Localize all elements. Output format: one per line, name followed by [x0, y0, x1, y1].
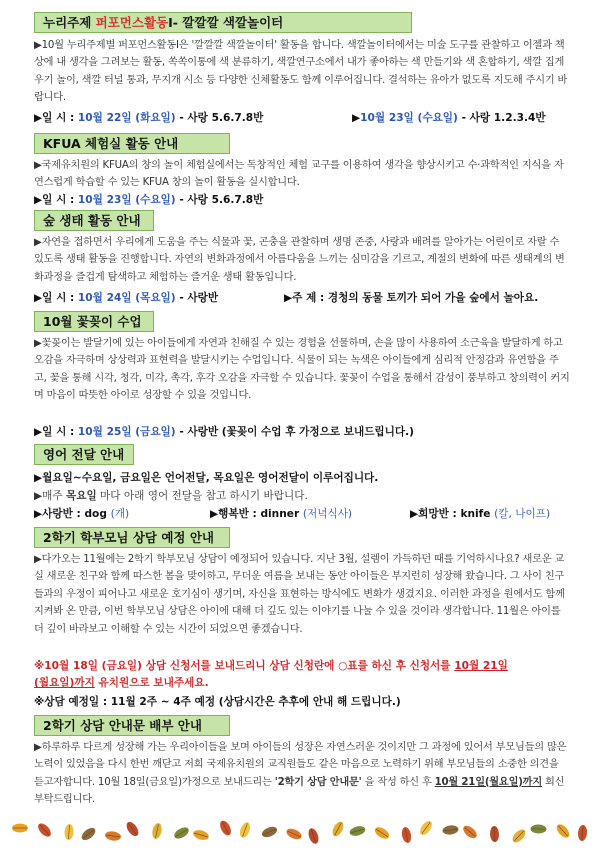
- notice-text: 유치원으로 보내주세요.: [94, 677, 209, 689]
- handout-description: [34, 739, 570, 809]
- date-value: 10월 23일 (수요일): [77, 194, 176, 206]
- english-line-2: [34, 488, 574, 504]
- word-label: ▶희망반 : knife: [410, 508, 495, 520]
- word-translation: (저녁식사): [302, 508, 353, 520]
- section-header-performance: [34, 12, 412, 33]
- english-word-haengbok: [210, 506, 352, 522]
- text: ▶매주: [34, 490, 66, 502]
- flower-description: ▶꽃꽂이는 발달기에 있는 아이들에게 자연과 친해질 수 있는 경험을 선물하며, 손을 많이 사용하여 소근육을 발달하게 하고 오감을 자극하며 상상력과 표현력을 발달시키는 수업입니다. 식물이 되는 녹색은 아이들에게 심리적 안정감과 유연함을 주고, 꽃을 통해 시각, 청각, 미각, 촉각, 후각 오감을 자극할 수 있습니다. 꽃꽂이 수업을 통해서 감성이 풍부하고 창의력이 커지며 마음이 따뜻한 아이로 성장할 수 있을 것입니다.: [34, 338, 570, 402]
- date-value: 10월 24일 (목요일): [77, 292, 176, 304]
- date-value: 10월 23일 (수요일): [360, 112, 458, 124]
- date-label: ▶일 시 :: [34, 194, 78, 206]
- word-label: ▶행복반 : dinner: [210, 508, 303, 520]
- theme-value: 경청의 동물 토끼가 되어 가을 숲에서 놀아요.: [327, 292, 539, 304]
- consult-description: ▶다가오는 11월에는 2학기 학부모님 상담이 예정되어 있습니다. 지난 3월, 설렘이 가득하던 때를 기억하시나요? 새로운 교실 새로운 친구와 함께 따스한 봄을 맞이하고, 무더운 여름을 보내는 동안 아이들은 부지런히 성장해 왔습니다. 그 사이 친구들과의 우정이 피어나고 새로운 호기심이 생기며, 자신을 표현하는 방식에도 변화가 생겼지요. 이러한 과정을 원에서도 함께 지켜봐 온 만큼, 이번 학부모님 상담은 아이에 대해 더 깊도 있는 이야기를 나눌 수 있을 것이라 생각합니다. 11월은 아이를 더 깊이 바라보고 이해할 수 있는 시간이 되었으면 좋겠습니다.: [34, 554, 565, 635]
- word-translation: (칼, 나이프): [494, 508, 551, 520]
- text: 을 작성 하신 후: [361, 776, 435, 788]
- date-label: ▶일 시 :: [34, 112, 78, 124]
- class-info: - 사랑반 (꽃꽂이 수업 후 가정으로 보내드립니다.): [175, 426, 414, 438]
- class-info: - 사랑반: [175, 292, 219, 304]
- autumn-leaves-border: [0, 818, 600, 849]
- english-word-huimang: [410, 506, 550, 522]
- english-line-1: ▶월요일~수요일, 금요일은 언어전달, 목요일은 영어전달이 이루어집니다.: [34, 472, 379, 484]
- performance-schedule: [34, 110, 574, 126]
- leaf-group: [12, 819, 588, 845]
- performance-schedule-2: [352, 110, 546, 126]
- consult-notice-1: [34, 658, 574, 692]
- text: ▶하루하루 다르게 성장해 가는 우리아이들을 보며 아이들의 성장은 자연스러운 것이지만 그 과정에 있어서 부모님들의 많은 노력이 있었음을 다시 한번 깨닫고 저희 국제유치원의 교직원들도 같은 마음으로 노력하기 위해 부모님들의 소중한 의견을 듣고자합니다. 10월 18일(금요일)가정으로 보내드리는: [34, 742, 567, 788]
- class-info: - 사랑 1.2.3.4반: [457, 112, 546, 124]
- deadline: 10월 21일(월요일)까지: [434, 776, 542, 788]
- header-highlight: 퍼포먼스활동: [95, 15, 169, 30]
- section-header-english: 영어 전달 안내: [34, 444, 134, 465]
- section-header-handout: 2학기 상담 안내문 배부 안내: [34, 715, 230, 736]
- class-info: - 사랑 5.6.7.8반: [175, 194, 264, 206]
- emphasis: '2학기 상담 안내문': [274, 776, 362, 788]
- date-value: 10월 22일 (화요일): [77, 112, 176, 124]
- notice-deadline: (월요일)까지: [34, 677, 95, 689]
- date-label: ▶일 시 :: [34, 426, 78, 438]
- section-header-kfua: KFUA 체험실 활동 안내: [34, 133, 230, 154]
- english-word-sarang: [34, 506, 129, 522]
- word-translation: (개): [110, 508, 130, 520]
- theme-label: ▶주 제 :: [284, 292, 328, 304]
- kfua-schedule: [34, 192, 574, 208]
- section-header-consult: 2학기 학부모님 상담 예정 안내: [34, 527, 230, 548]
- date-value: 10월 25일 (금요일): [77, 426, 176, 438]
- emphasis: 목요일: [65, 490, 97, 502]
- kfua-description: ▶국제유치원의 KFUA의 창의 놀이 체험실에서는 독창적인 체험 교구를 이용하여 생각을 향상시키고 수·과학적인 지식을 자연스럽게 학습할 수 있는 KFUA 창의 놀이 활동을 실시합니다.: [34, 160, 564, 189]
- header-text: Ⅰ- 깔깔깔 색깔놀이터: [168, 15, 284, 30]
- word-label: ▶사랑반 : dog: [34, 508, 111, 520]
- text: 마다 아래 영어 전달을 참고 하시기 바랍니다.: [96, 490, 308, 502]
- performance-description: ▶10월 누리주제별 퍼포먼스활동Ⅰ은 '깔깔깔 색깔놀이터' 활동을 합니다. 색깔놀이터에서는 미술 도구를 관찰하고 이젤과 책상에 내 생각을 그려보는 활동, 쏙쏙이통에 색 분류하기, 색깔연구소에서 내가 좋아하는 색 만들기와 색 혼합하기, 색깔 집게우기 놀이, 색깔 터널 통과, 무지개 시소 등 다양한 신체활동도 함께 이루어집니다. 결석하는 유아가 없도록 지도해 주시기 바랍니다.: [34, 40, 568, 104]
- flower-schedule: [34, 424, 574, 440]
- class-info: - 사랑 5.6.7.8반: [175, 112, 264, 124]
- forest-description: ▶자연을 접하면서 우리에게 도움을 주는 식물과 꽃, 곤충을 관찰하며 생명 존중, 사랑과 배려를 알아가는 어린이로 자랄 수 있도록 생태 활동을 진행합니다. 자연의 변화과정에서 아름다움을 느끼는 심미감을 기르고, 계절의 변화에 따른 생태계의 변화과정을 즐겁게 탐색하고 체험하는 즐거운 생태 활동입니다.: [34, 237, 565, 283]
- bullet: ▶: [352, 112, 361, 124]
- date-label: ▶일 시 :: [34, 292, 78, 304]
- header-text: 누리주제: [43, 15, 96, 30]
- forest-schedule: [34, 290, 574, 306]
- section-header-forest: 숲 생태 활동 안내: [34, 210, 154, 231]
- forest-theme: [284, 290, 538, 306]
- section-header-flower: 10월 꽃꽂이 수업: [34, 311, 154, 332]
- notice-deadline: 10월 21일: [454, 660, 508, 672]
- consult-notice-2: ※상담 예정일 : 11월 2주 ~ 4주 예정 (상담시간은 추후에 안내 해 드립니다.): [34, 696, 401, 708]
- notice-text: ※10월 18일 (금요일) 상담 신청서를 보내드리니 상담 신청란에 ○표를 하신 후 신청서를: [34, 660, 455, 672]
- text: 회신 부탁드립니다.: [34, 776, 565, 806]
